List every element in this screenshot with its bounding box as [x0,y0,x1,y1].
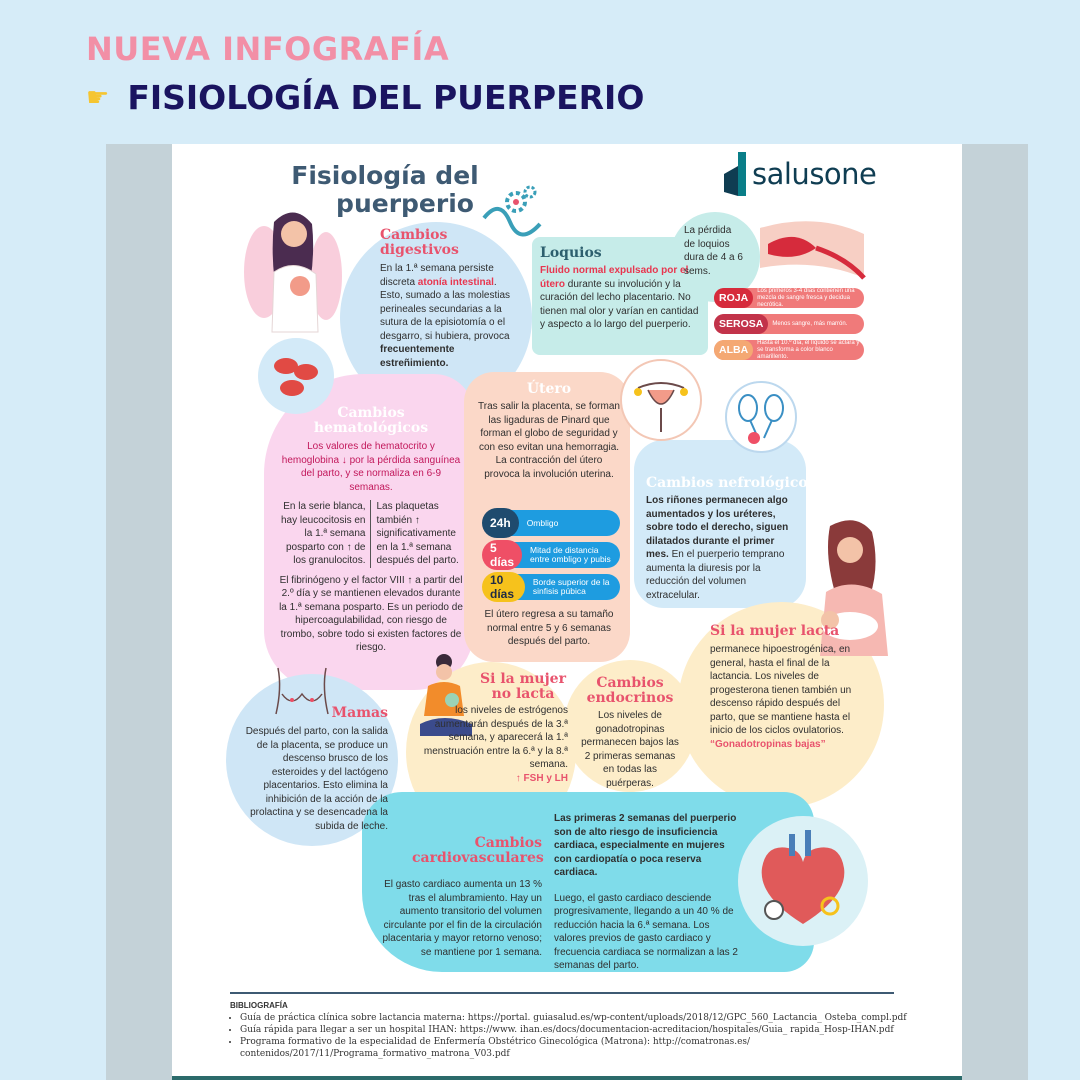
nefro-p1: Los riñones permanecen algo aumentados y los uréteres, sobre todo el derecho, siguen dilatados durante el primer mes. [646,495,789,560]
loquios-p1-text: durante su involución y la curación del lecho placentario. No tienen mal olor y varían en cantidad y aspecto a lo largo del puerperio. [540,278,699,330]
utero-timeline-24h [486,510,620,536]
kicker-title: NUEVA INFOGRAFÍA [86,30,450,68]
hematologicos-p1: Los valores de hematocrito y hemoglobina ↓ por la pérdida sanguínea del parto, y se normaliza en 6-9 semanas. [281,441,461,493]
bib-divider [230,992,894,994]
utero-p1: Tras salir la placenta, se forman las ligaduras de Pinard que forman el globo de seguridad y con eso evitan una hemorragia. [478,401,620,453]
frame-left [106,144,172,1080]
loquios-perdida: La pérdida de loquios dura de 4 a 6 sems. [684,225,743,277]
nefro-title: Cambios nefrológicos [646,475,816,491]
cardio-right1: Las primeras 2 semanas del puerperio son de alto riesgo de insuficiencia cardiaca, especialmente en mujeres con cardiopatía o poca reserva cardiaca. [554,813,737,878]
nefro-p2: En el puerperio temprano aumenta la diuresis por la reducción del volumen extracelular. [646,549,785,601]
bibliografia [230,996,920,1060]
loquios-alba-row [714,340,864,360]
loquios-serosa-row [714,314,864,334]
nefro-section [646,475,816,602]
infographic-sheet [172,144,962,1080]
salusone-logo-icon [724,152,746,196]
endocrinos-section [578,676,682,790]
timeline-10dias-label: 10 días [482,572,525,602]
digestivos-p1c: . [493,276,497,288]
bib-item: • Programa formativo de la especialidad de Enfermería Obstétrico Ginecológica (Matrona): http://comatronas.es/ contenidos/2017/11/Programa_formativo_matrona_V03.pdf [240,1036,920,1060]
utero-section [478,382,620,481]
lacta-section [710,624,862,751]
digestivos-p2 [380,289,516,370]
main-title [86,78,644,117]
hematologicos-p2: El fibrinógeno y el factor VIII ↑ a partir del 2.º día y se mantienen elevados durante la 1.ª semana posparto. Es un periodo de hipercoagulabilidad, con riesgo de trombo, sobre todo si existen factores de riesgo. [279,574,463,653]
bib-item: • Guía de práctica clínica sobre lactancia materna: https://portal. guiasalud.es/wp-content/uploads/2018/12/GPC_560_Lactancia_ Osteba_compl.pdf [240,1012,920,1024]
endocrinos-title: Cambios endocrinos [586,675,674,706]
lacta-title: Si la mujer lacta [710,623,840,639]
loquios-alba-tag: ALBA [714,340,753,360]
frame-right [962,144,1028,1080]
utero-timeline-5dias [486,542,620,568]
nolacta-fsh: ↑ FSH y LH [515,772,568,784]
hematologicos-section [278,406,464,655]
digestivos-title: Cambios digestivos [380,227,459,258]
cardio-right2: Luego, el gasto cardiaco desciende progresivamente, llegando a un 40 % de reducción hacia la 6.ª semana. Los valores previos de gasto cardiaco y frecuencia cardiaca se normalizan a las 2 semanas del parto. [554,892,738,971]
timeline-24h-label: 24h [482,508,519,538]
utero-p3: El útero regresa a su tamaño normal entre 5 y 6 semanas después del parto. [484,609,614,647]
uterus-icon [618,358,704,442]
mamas-p1: Después del parto, con la salida de la placenta, se produce un descenso brusco de los esteroides y del lactógeno placentarios. Esto elimina la inhibición de la acción de la prolactina y se desencadena la subida de leche. [245,726,388,832]
nolacta-title: Si la mujer no lacta [480,671,566,702]
utero-timeline-10dias [486,574,620,600]
digestivos-p2-text: Esto, sumado a las molestias perineales secundarias a la sutura de la episiotomía o el desgarro, si hubiera, provoca [380,290,511,342]
digestivos-p2-bold: frecuentemente estreñimiento. [380,344,455,369]
digestivos-section [380,228,516,370]
endocrinos-p1: Los niveles de gonadotropinas permanecen bajos las 2 primeras semanas en todas las puérperas. [581,710,679,789]
digestivos-p1b: atonía intestinal [417,276,494,288]
brand-name: salusone [752,157,877,191]
cardio-section [376,836,542,959]
loquios-p1-red: Fluido normal expulsado por el útero [540,265,689,290]
mother-baby-illustration [234,202,354,342]
main-title-text: FISIOLOGÍA DEL PUERPERIO [127,78,645,117]
digestivos-p1 [380,262,516,289]
brand-logo [724,152,876,196]
cardio-title: Cambios cardiovasculares [412,835,544,866]
bib-list [230,1012,920,1060]
title-line1: Fisiología del [291,161,479,190]
digestivos-p1a: En la 1.ª semana persiste discreta [380,263,494,288]
title-line2: puerperio [336,189,474,218]
heart-illustration [748,826,858,936]
mamas-title: Mamas [331,705,388,721]
loquios-roja-desc: Los primeros 3-4 días contienen una mezcla de sangre fresca y decidua necrótica. [757,287,855,308]
timeline-10dias-text: Borde superior de la sinfisis púbica [532,577,610,596]
hematologicos-title: Cambios hematológicos [313,405,429,436]
loquios-title: Loquios [540,245,602,261]
loquios-p1 [540,264,704,332]
blood-cells-icon [268,350,324,402]
sheet-bottom-bar [172,1076,962,1080]
bib-title: BIBLIOGRAFÍA [230,1001,288,1010]
hematologicos-col1: En la serie blanca, hay leucocitosis en la 1.ª semana posparto con ↑ de los granulocitos. [278,500,371,568]
lacta-p1: permanece hipoestrogénica, en general, hasta el final de la lactancia. Los niveles de progesterona tienen también un descenso rápido después del parto, que se mantiene hasta el inicio de los ciclos ovulatorios. [710,644,852,736]
nolacta-section [420,672,568,785]
timeline-5dias-text: Mitad de distancia entre ombligo y pubis [530,545,611,564]
loquios-roja-row [714,288,864,308]
lacta-quote: “Gonadotropinas bajas” [710,738,826,750]
loquios-alba-desc: Hasta el 10.º día, el líquido se aclara y se transforma a color blanco amarillento. [757,339,860,360]
hematologicos-columns [278,500,464,568]
utero-p2: La contracción del útero provoca la involución uterina. [484,455,614,480]
loquios-section [540,246,704,332]
loquios-roja-tag: ROJA [714,288,753,308]
utero-title: Útero [526,381,572,397]
nefro-p [646,494,798,602]
pointing-hand-icon: ☛ [86,82,110,113]
cardio-right [554,812,738,973]
timeline-24h-text: Ombligo [526,518,559,528]
uterus-section-illustration [756,218,868,286]
timeline-5dias-label: 5 días [482,540,522,570]
bib-item: • Guía rápida para llegar a ser un hospital IHAN: https://www. ihan.es/docs/documentacion-acreditacion/hospitales/Guia_ rapida_Hosp-IHAN.pdf [240,1024,920,1036]
mamas-section [242,706,388,833]
loquios-serosa-tag: SEROSA [714,314,768,334]
cardio-left: El gasto cardiaco aumenta un 13 % tras el alumbramiento. Hay un aumento transitorio del volumen circulante por el fin de la circulación placentaria y mayor retorno venoso; se mantiene por 1 semana. [382,879,542,958]
nolacta-p1: los niveles de estrógenos aumentarán después de la 3.ª semana, y aparecerá la 1.ª menstruación entre la 6.ª y la 8.ª semana. [423,705,568,770]
hematologicos-col2: Las plaquetas también ↑ significativamente en la 1.ª semana después del parto. [376,501,459,566]
kidneys-icon [724,380,798,454]
loquios-serosa-desc: Menos sangre, más marrón. [772,320,848,327]
